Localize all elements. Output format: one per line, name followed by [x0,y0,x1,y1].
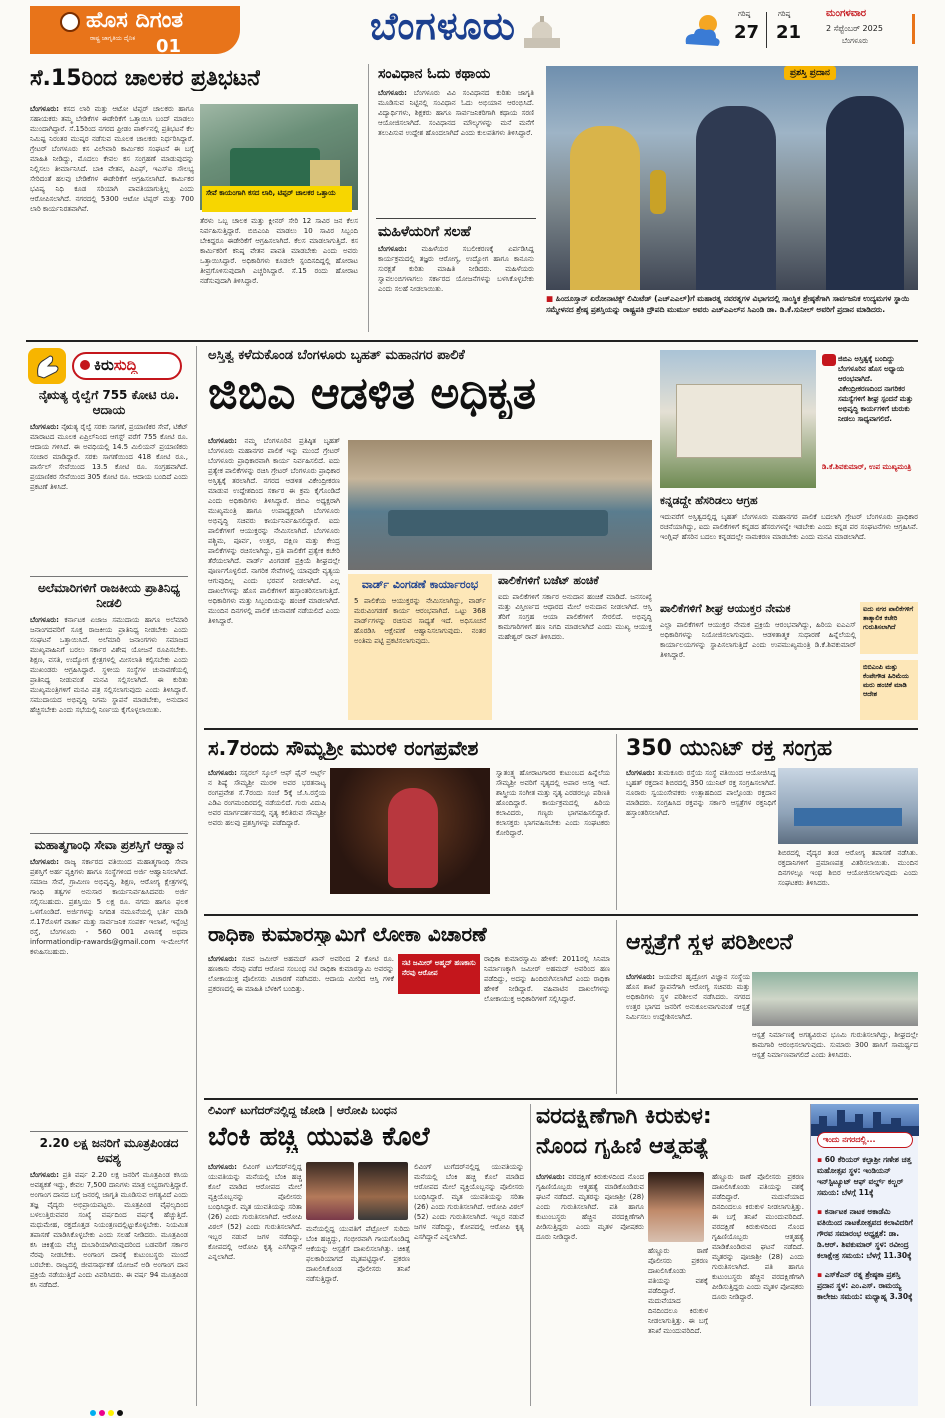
story2-body: ಬೆಂಗಳೂರು: ಬೆಂಗಳೂರು ವಿವಿ ಸಂವಿಧಾನದ ಕುರಿತು ಜಾಗೃತಿ ಮೂಡಿಸುವ ನಿಟ್ಟಿನಲ್ಲಿ ಸಂವಿಧಾನ ಓದು ಅಭಿಯಾನ ಆರಂಭಿಸಿದೆ. ವಿದ್ಯಾರ್ಥಿಗಳು, ಶಿಕ್ಷಕರು ಹಾಗೂ ಸಾರ್ವಜನಿಕರಿಗಾಗಿ ಕಥಾಯ ಸರಣಿ ಆಯೋಜಿಸಲಾಗಿದೆ. ಸಂವಿಧಾನದ ಮೌಲ್ಯಗಳನ್ನು ಮನೆ ಮನೆಗೆ ತಲುಪಿಸುವ ಉದ್ದೇಶ ಹೊಂದಲಾಗಿದೆ ಎಂದು ಕುಲಪತಿಗಳು ತಿಳಿಸಿದ್ದಾರೆ. [378,89,534,137]
page-number: 01 [156,36,182,57]
hospital-photo [752,972,918,1026]
radhika-box: ನಟಿ ಜಮೀರ್ ಅಹ್ಮದ್ ಹಣಕಾಸು ನೆರವು ಆರೋಪ [398,954,480,994]
blood-photo [778,768,918,844]
brief-body: ಬೆಂಗಳೂರು: ರಾಜ್ಯ ಸರ್ಕಾರದ ವತಿಯಿಂದ ಮಹಾತ್ಮಗಾಂಧಿ ಸೇವಾ ಪ್ರಶಸ್ತಿಗೆ ಅರ್ಹ ವ್ಯಕ್ತಿಗಳು ಹಾಗೂ ಸಂಸ್ಥೆಗಳಿಂದ ಅರ್ಜಿ ಆಹ್ವಾನಿಸಲಾಗಿದೆ. ಸಮಾಜ ಸೇವೆ, ಗ್ರಾಮೀಣ ಅಭಿವೃದ್ಧಿ, ಶಿಕ್ಷಣ, ಆರೋಗ್ಯ ಕ್ಷೇತ್ರಗಳಲ್ಲಿ ಗಾಂಧಿ ತತ್ವಗಳ ಅನುಸಾರ ಕಾರ್ಯನಿರ್ವಹಿಸಿದವರು ಅರ್ಜಿ ಸಲ್ಲಿಸಬಹುದು. ಪ್ರಶಸ್ತಿಯು 5 ಲಕ್ಷ ರೂ. ನಗದು ಹಾಗೂ ಫಲಕ ಒಳಗೊಂಡಿದೆ. ಅರ್ಜಿಗಳನ್ನು ನಿಗದಿತ ನಮೂನೆಯಲ್ಲಿ ಭರ್ತಿ ಮಾಡಿ ಸೆ.17ರೊಳಗೆ ವಾರ್ತಾ ಮತ್ತು ಸಾರ್ವಜನಿಕ ಸಂಪರ್ಕ ಇಲಾಖೆ, ಇನ್ಫೆಂಟ್ರಿ ರಸ್ತೆ, ಬೆಂಗಳೂರು - 560 001 ವಿಳಾಸಕ್ಕೆ ಅಥವಾ informationdip-rawards@gmail.com ಇ-ಮೇಲ್‌ಗೆ ಕಳುಹಿಸಬಹುದು. [30,858,188,956]
hospital-headline[interactable]: ಆಸ್ಪತ್ರೆಗೆ ಸ್ಥಳ ಪರಿಶೀಲನೆ [626,930,793,955]
brief-headline[interactable]: ಮಹಾತ್ಮಗಾಂಧಿ ಸೇವಾ ಪ್ರಶಸ್ತಿಗೆ ಆಹ್ವಾನ [34,838,184,852]
story3-headline[interactable]: ಮಹಿಳೆಯರಿಗೆ ಸಲಹೆ [378,224,471,240]
award-photo [546,66,918,290]
dowry-headline-line1[interactable]: ವರದಕ್ಷಿಣೆಗಾಗಿ ಕಿರುಕುಳ: [536,1104,712,1129]
min-temp: 21 [776,22,802,43]
brief-headline[interactable]: 2.20 ಲಕ್ಷ ಜನರಿಗೆ ಮೂತ್ರಪಿಂಡದ ಅವಶ್ಯ [39,1136,179,1165]
building-shape [676,384,802,458]
max-temp-label: ಗರಿಷ್ಠ [738,10,751,18]
kirusuddi-column [30,388,188,1392]
gba-kicker: ಅಸ್ತಿತ್ವ ಕಳೆದುಕೊಂಡ ಬೆಂಗಳೂರು ಬೃಹತ್ ಮಹಾನಗರ ಪಾಲಿಕೆ [208,348,465,363]
story1-body-col2: ತೆರಳು ಒಬ್ಬ ಚಾಲಕ ಮತ್ತು ಕ್ಲೀನರ್ ಸೇರಿ 12 ಸಾವಿರ ಜನ ಕೆಲಸ ನಿರ್ವಹಿಸುತ್ತಿದ್ದಾರೆ. ಬಿಬಿಎಂಪಿ ಮಾಡಲು 10 ಸಾವಿರ ಸಿಬ್ಬಂದಿ ಬೇಕಿದ್ದರೂ ಈಡೇರಿಕೆಗೆ ಆಗ್ರಹಿಸಲಾಗಿದೆ. ಕೆಲಸ ಮಾಡಲಾಗುತ್ತಿದೆ. ಕಸ ಕಾರ್ಮಿಕರಿಗೆ ಕನಿಷ್ಠ ವೇತನ ಪಾವತಿ ಮಾಡಬೇಕು ಎಂದು ಅವರು ಒತ್ತಾಯಿಸಿದ್ದಾರೆ. ಅಧಿಕಾರಿಗಳು ಕೂಡಲೇ ಸ್ಪಂದಿಸದಿದ್ದಲ್ಲಿ ಹೋರಾಟ ತೀವ್ರಗೊಳಿಸುವುದಾಗಿ ಎಚ್ಚರಿಸಿದ್ದಾರೆ. ಸೆ.15 ರಂದು ಹೋರಾಟ ನಡೆಸುವುದಾಗಿ ತಿಳಿಸಿದ್ದಾರೆ. [200,217,358,285]
temp-divider [766,12,767,48]
brief-body: ಬೆಂಗಳೂರು: ನೈಋತ್ಯ ರೈಲ್ವೆ ಸರಕು ಸಾಗಣೆ, ಪ್ರಯಾಣಿಕರ ಸೇವೆ, ಟಿಕೆಟ್ ಮಾರಾಟದ ಮೂಲಕ ಏಪ್ರಿಲ್‌ನಿಂದ ಆಗಸ್ಟ್ ವರೆಗೆ 755 ಕೋಟಿ ರೂ. ಆದಾಯ ಗಳಿಸಿದೆ. ಈ ಅವಧಿಯಲ್ಲಿ 14.5 ಮಿಲಿಯನ್ ಪ್ರಯಾಣಿಕರು ಸಂಚಾರ ಮಾಡಿದ್ದಾರೆ. ಸರಕು ಸಾಗಣೆಯಿಂದ 418 ಕೋಟಿ ರೂ., ಪಾರ್ಸೆಲ್ ಸೇವೆಯಿಂದ 13.5 ಕೋಟಿ ರೂ. ಸಂಗ್ರಹವಾಗಿದೆ. ಪ್ರಯಾಣಿಕರ ಸೇವೆಯಿಂದ 305 ಕೋಟಿ ರೂ. ಆದಾಯ ಬಂದಿದೆ ಎಂದು ಪ್ರಕಟಣೆ ತಿಳಿಸಿದೆ. [30,423,188,491]
issue-day: ಮಂಗಳವಾರ [826,8,867,19]
story1-dateline: ಬೆಂಗಳೂರು: [30,105,59,113]
radhika-body-col2: ರಾಧಿಕಾ ಕುಮಾರಸ್ವಾಮಿ ಹೇಳಿಕೆ: 2011ರಲ್ಲಿ ಸಿನಿಮಾ ನಿರ್ಮಾಣಕ್ಕಾಗಿ ಜಮೀರ್ ಅಹಮದ್ ಅವರಿಂದ ಹಣ ಪಡೆದಿದ್ದು, ಅದನ್ನು ಹಿಂದಿರುಗಿಸಲಾಗಿದೆ ಎಂದು ರಾಧಿಕಾ ಹೇಳಿಕೆ ನೀಡಿದ್ದಾರೆ. ವಹಿವಾಟಿನ ದಾಖಲೆಗಳನ್ನು ಲೋಕಾಯುಕ್ತ ಅಧಿಕಾರಿಗಳಿಗೆ ಸಲ್ಲಿಸಿದ್ದಾರೆ. [484,955,610,1003]
story3-body: ಬೆಂಗಳೂರು: ಮಹಿಳೆಯರ ಸಬಲೀಕರಣಕ್ಕೆ ಏರ್ಪಡಿಸಿದ್ದ ಕಾರ್ಯಕ್ರಮದಲ್ಲಿ ತಜ್ಞರು ಆರೋಗ್ಯ, ಉದ್ಯೋಗ ಹಾಗೂ ಕಾನೂನು ಸುರಕ್ಷತೆ ಕುರಿತು ಮಾಹಿತಿ ನೀಡಿದರು. ಮಹಿಳೆಯರು ಸ್ವಾವಲಂಬಿಗಳಾಗಲು ಸರ್ಕಾರದ ಯೋಜನೆಗಳನ್ನು ಬಳಸಿಕೊಳ್ಳಬೇಕು ಎಂದು ಸಲಹೆ ನೀಡಲಾಯಿತು. [378,245,534,293]
blood-bed-shape [794,808,902,826]
dowry-body-col2: ಹೆಣ್ಣೂರು ಠಾಣೆ ಪೊಲೀಸರು ಪ್ರಕರಣ ದಾಖಲಿಸಿಕೊಂಡು ಪತಿಯನ್ನು ವಶಕ್ಕೆ ಪಡೆದಿದ್ದಾರೆ. ಮದುವೆಯಾದ ದಿನದಿಂದಲೂ ಕಿರುಕುಳ ನೀಡಲಾಗುತ್ತಿತ್ತು. ಈ ಬಗ್ಗೆ ತನಿಖೆ ಮುಂದುವರಿದಿದೆ. [648,1247,708,1335]
events-title: ಇಂದು ನಗರದಲ್ಲಿ... [823,1135,876,1144]
murder-kicker: ಲಿವಿಂಗ್ ಟುಗೆದರ್‌ನಲ್ಲಿದ್ದ ಜೋಡಿ | ಆರೋಪಿ ಬಂಧನ [208,1104,398,1117]
award-tag: ಪ್ರಶಸ್ತಿ ಪ್ರದಾನ [784,66,836,80]
events-box [810,1104,918,1406]
kirusuddi-title: ಕಿರುಸುದ್ದಿ [94,356,138,374]
kirusuddi-banner [26,346,186,386]
gba-sub1-title[interactable]: ವಾರ್ಡ್ ವಿಂಗಡಣೆ ಕಾರ್ಯಾರಂಭ [361,578,479,591]
masthead-accent-bar [912,14,915,44]
event-item[interactable]: ▪ ಎಸ್‌ಕೆಎನ್ ರತ್ನ ಶ್ರೇಷ್ಠತಾ ಪ್ರಶಸ್ತಿ ಪ್ರದಾನ ಸ್ಥಳ: ಎಂ.ಎಸ್. ರಾಮಯ್ಯ ಕಾಲೇಜು ಸಮಯ: ಮಧ್ಯಾಹ್ನ 3.30ಕ್ಕೆ [817,1270,913,1301]
blood-body-col2: ಶಿಬಿರದಲ್ಲಿ ವೈದ್ಯರ ತಂಡ ಆರೋಗ್ಯ ತಪಾಸಣೆ ನಡೆಸಿತು. ರಕ್ತದಾನಿಗಳಿಗೆ ಪ್ರಮಾಣಪತ್ರ ವಿತರಿಸಲಾಯಿತು. ಮುಂದಿನ ದಿನಗಳಲ್ಲೂ ಇಂಥ ಶಿಬಿರ ಆಯೋಜಿಸಲಾಗುವುದು ಎಂದು ಸಂಘಟಕರು ತಿಳಿಸಿದರು. [778,849,918,887]
brief-item [30,1136,188,1392]
dancer-shape [388,788,438,888]
blood-headline[interactable]: 350 ಯುನಿಟ್ ರಕ್ತ ಸಂಗ್ರಹ [626,736,833,761]
gba-sub3-title[interactable]: ಕನ್ನಡದ್ದೇ ಹೆಸರಿಡಲು ಆಗ್ರಹ [660,494,758,507]
event-item[interactable]: ▪ ಕರ್ನಾಟಕ ನಾಟಕ ಅಕಾಡೆಮಿ ವತಿಯಿಂದ ನಾಟಕೋತ್ಸವದ ಕಲಾವಿದರಿಗೆ ಗೌರವ ಸಮಾರಂಭ ಅಧ್ಯಕ್ಷತೆ: ಡಾ. ಡಿ.ಆರ್. ಶಿವಕುಮಾರ್ ಸ್ಥಳ: ರವೀಂದ್ರ ಕಲಾಕ್ಷೇತ್ರ ಸಮಯ: ಬೆಳಗ್ಗೆ 11.30ಕ್ಕೆ [817,1207,913,1260]
story1-body: ಬೆಂಗಳೂರು: ಕಸದ ಲಾರಿ ಮತ್ತು ಆಟೋ ಟಿಪ್ಪರ್ ಚಾಲಕರು ಹಾಗೂ ಸಹಾಯಕರು ತಮ್ಮ ಬೇಡಿಕೆಗಳ ಈಡೇರಿಕೆಗೆ ಒತ್ತಾಯಿಸಿ ಬಂದ್ ಮಾಡಲು ಮುಂದಾಗಿದ್ದಾರೆ. ಸೆ.15ರಿಂದ ನಗರದ ಫ್ರೀಡಂ ಪಾರ್ಕ್‌ನಲ್ಲಿ ಪ್ರತಿಭಟನೆ ಕೆಲ ನಿಮಿಷ್ಟ ನಿರಂತರ ಮುಷ್ಕರ ನಡೆಸುವ ಮೂಲಕ ಚಾಲಕರು ನಿರ್ಧರಿಸಿದ್ದಾರೆ. ಗ್ರೇಟರ್ ಬೆಂಗಳೂರು ಕಸ ವಿಲೇವಾರಿ ಕಾರ್ಮಿಕರ ಸಂಘಟನೆ ಈ ಬಗ್ಗೆ ಮಾಹಿತಿ ನೀಡಿದ್ದು, ಮೊದಲು ಕೇವಲ ಕಸ ಸಂಗ್ರಹಣೆ ಮಾಡುವುದನ್ನು ನಿಲ್ಲಿಸಲು ತೀರ್ಮಾನಿಸಿದೆ. ಬಾಕಿ ವೇತನ, ಪಿಎಫ್, ಇಎಸ್‌ಐ ಸೌಲಭ್ಯ ಸೇರಿದಂತೆ ಹಲವು ಬೇಡಿಕೆಗಳ ಈಡೇರಿಕೆಗೆ ಆಗ್ರಹಿಸಲಾಗಿದೆ. ಕಾರ್ಮಿಕರ ಭವಿಷ್ಯ ನಿಧಿ ಕೂಡ ಸರಿಯಾಗಿ ಪಾವತಿಯಾಗುತ್ತಿಲ್ಲ ಎಂದು ಆರೋಪಿಸಲಾಗಿದೆ. ನಗರದಲ್ಲಿ 5300 ಆಟೋ ಟಿಪ್ಪರ್ ಮತ್ತು 700 ಲಾರಿ ಕಾರ್ಯನಿರತವಾಗಿವೆ. [30,105,194,213]
vidhana-soudha-icon [520,10,564,50]
gba-building-photo [660,350,816,488]
meeting-table [388,510,608,536]
gba-sub4-title[interactable]: ಪಾಲಿಕೆಗಳಿಗೆ ಶೀಘ್ರ ಆಯುಕ್ತರ ನೇಮಕ [660,602,791,615]
award-person-right [826,96,904,290]
brief-item [30,838,188,1127]
quote-icon [822,354,836,366]
gba-sub2-title[interactable]: ಪಾಲಿಕೆಗಳಿಗೆ ಬಜೆಟ್ ಹಂಚಿಕೆ [498,574,599,587]
gba-headline[interactable]: ಜಿಬಿಎ ಆಡಳಿತ ಅಧಿಕೃತ [208,368,537,419]
event-item[interactable]: ▪ 60 ಕೆರಿಯರ್ ಕಲ್ಪಾಶ್ರೀ ಗಣೇಶ ಚತ್ತ ಮಹೋತ್ಸವ ಸ್ಥಳ: ಇಂಡಿಯನ್ ಇನ್‌ಸ್ಟಿಟ್ಯೂಟ್ ಆಫ್ ವರ್ಲ್ಡ್ ಕಲ್ಚರ್ ಸಮಯ: ಬೆಳಗ್ಗೆ 11ಕ್ಕೆ [817,1155,912,1197]
brand-emblem-icon [60,12,80,32]
max-temp: 27 [734,22,760,43]
print-registration-marks [90,1410,130,1416]
story1-caption: ಸೇವೆ ಕಾಯಂಗಾಗಿ ಕಸದ ಲಾರಿ, ಟಿಪ್ಪರ್ ಚಾಲಕರ ಒತ್ತಾಯ [202,186,352,212]
pin-icon [80,360,90,370]
blood-body: ಬೆಂಗಳೂರು: ತುಮಕೂರು ರಸ್ತೆಯ ಸಂಸ್ಥೆ ವತಿಯಿಂದ ಆಯೋಜಿಸಿದ್ದ ಬೃಹತ್ ರಕ್ತದಾನ ಶಿಬಿರದಲ್ಲಿ 350 ಯುನಿಟ್ ರಕ್ತ ಸಂಗ್ರಹಿಸಲಾಗಿದೆ. ನೂರಾರು ಸ್ವಯಂಸೇವಕರು ಉತ್ಸಾಹದಿಂದ ಪಾಲ್ಗೊಂಡು ರಕ್ತದಾನ ಮಾಡಿದರು. ಸಂಗ್ರಹಿಸಿದ ರಕ್ತವನ್ನು ಸರ್ಕಾರಿ ಆಸ್ಪತ್ರೆಗಳ ರಕ್ತನಿಧಿಗೆ ಹಸ್ತಾಂತರಿಸಲಾಗಿದೆ. [626,769,776,817]
gba-sub2: ಪಾಲಿಕೆಗಳಿಗೆ ಬಜೆಟ್ ಹಂಚಿಕೆ ಐದು ಪಾಲಿಕೆಗಳಿಗೆ ಸರ್ಕಾರ ಅನುದಾನ ಹಂಚಿಕೆ ಮಾಡಿದೆ. ಜನಸಂಖ್ಯೆ ಮತ್ತು ವಿಸ್ತೀರ್ಣದ ಆಧಾರದ ಮೇಲೆ ಅನುದಾನ ನೀಡಲಾಗಿದೆ. ಆಸ್ತಿ ತೆರಿಗೆ ಸಂಗ್ರಹ ಆಯಾ ಪಾಲಿಕೆಗಳಿಗೆ ಸೇರಲಿದೆ. ಅಭಿವೃದ್ಧಿ ಕಾಮಗಾರಿಗಳಿಗೆ ಹಣ ನಿಗದಿ ಮಾಡಲಾಗಿದೆ ಎಂದು ಮುಖ್ಯ ಆಯುಕ್ತ ಮಹೇಶ್ವರ್ ರಾವ್ ತಿಳಿಸಿದರು. [498,574,652,641]
brief-item [30,581,188,829]
radhika-body: ಬೆಂಗಳೂರು: ಸಚಿವ ಜಮೀರ್ ಅಹಮದ್ ಖಾನ್ ಅವರಿಂದ 2 ಕೋಟಿ ರೂ. ಹಣಕಾಸು ನೆರವು ಪಡೆದ ಆರೋಪ ಸಂಬಂಧ ನಟಿ ರಾಧಿಕಾ ಕುಮಾರಸ್ವಾಮಿ ಅವರನ್ನು ಲೋಕಾಯುಕ್ತ ಪೊಲೀಸರು ವಿಚಾರಣೆ ನಡೆಸಿದರು. ಆದಾಯ ಮೀರಿದ ಆಸ್ತಿ ಗಳಿಕೆ ಪ್ರಕರಣದಲ್ಲಿ ಈ ಮಾಹಿತಿ ಬೆಳಕಿಗೆ ಬಂದಿತ್ತು. [208,955,394,993]
issue-date: 2 ಸೆಪ್ಟೆಂಬರ್ 2025 [826,24,883,33]
dowry-body: ಬೆಂಗಳೂರು: ವರದಕ್ಷಿಣೆ ಕಿರುಕುಳದಿಂದ ನೊಂದ ಗೃಹಿಣಿಯೊಬ್ಬರು ಆತ್ಮಹತ್ಯೆ ಮಾಡಿಕೊಂಡಿರುವ ಘಟನೆ ನಡೆದಿದೆ. ಮೃತರನ್ನು ಪೂಜಾಶ್ರೀ (28) ಎಂದು ಗುರುತಿಸಲಾಗಿದೆ. ಪತಿ ಹಾಗೂ ಕುಟುಂಬಸ್ಥರು ಹೆಚ್ಚಿನ ವರದಕ್ಷಿಣೆಗಾಗಿ ಪೀಡಿಸುತ್ತಿದ್ದರು ಎಂದು ಮೃತಳ ಪೋಷಕರು ದೂರು ನೀಡಿದ್ದಾರೆ. [536,1173,644,1241]
award-caption: ■ ಹಿಂದೂಸ್ತಾನ್ ಏರೋನಾಟಿಕ್ಸ್ ಲಿಮಿಟೆಡ್ (ಎಚ್‌ಎಎಲ್)ಗೆ ಮಹಾರತ್ನ ನವರತ್ನಗಳ ವಿಭಾಗದಲ್ಲಿ ಸಾಂಸ್ಥಿಕ ಶ್ರೇಷ್ಠತೆಗಾಗಿ ಸಾರ್ವಜನಿಕ ಉದ್ಯಮಗಳ ಸ್ಥಾಯಿ ಸಮ್ಮೇಳನದ ಶ್ರೇಷ್ಠ ಪ್ರಶಸ್ತಿಯನ್ನು ರಾಷ್ಟ್ರಪತಿ ದ್ರೌಪದಿ ಮುರ್ಮು ಅವರು ಎಚ್‌ಎಎಲ್‌ನ ಸಿಎಂಡಿ ಡಾ. ಡಿ.ಕೆ.ಸುನೀಲ್ ಅವರಿಗೆ ಪ್ರದಾನ ಮಾಡಿದರು. [546,294,910,314]
brand-name: ಹೊಸ ದಿಗಂತ [86,8,184,33]
issue-city: ಬೆಂಗಳೂರು [842,37,869,45]
award-person-left [570,126,640,290]
dowry-victim-photo [648,1172,704,1242]
brief-headline[interactable]: ನೈಋತ್ಯ ರೈಲ್ವೆಗೆ 755 ಕೋಟಿ ರೂ. ಆದಾಯ [38,388,180,417]
award-person-center [696,106,776,290]
gba-quote-box: ಜಿಬಿಎ ಅಸ್ತಿತ್ವಕ್ಕೆ ಬಂದಿದ್ದು ಬೆಂಗಳೂರಿನ ಹೊಸ ಅಧ್ಯಾಯ ಆರಂಭವಾಗಿದೆ. ವಿಕೇಂದ್ರೀಕರಣದಿಂದ ನಾಗರಿಕರ ಸಮಸ್ಯೆಗಳಿಗೆ ಶೀಘ್ರ ಸ್ಪಂದನೆ ಮತ್ತು ಅಭಿವೃದ್ಧಿ ಕಾರ್ಯಗಳಿಗೆ ಚುರುಕು ನೀಡಲು ಸಾಧ್ಯವಾಗಲಿದೆ. ಡಿ.ಕೆ.ಶಿವಕುಮಾರ್, ಉಪ ಮುಖ್ಯಮಂತ್ರಿ [822,355,913,471]
brief-headline[interactable]: ಅಲೆಮಾರಿಗಳಿಗೆ ರಾಜಕೀಯ ಪ್ರಾತಿನಿಧ್ಯ ನೀಡಲಿ [38,581,180,610]
murder-headline[interactable]: ಬೆಂಕಿ ಹಚ್ಚಿ ಯುವತಿ ಕೊಲೆ [208,1122,430,1152]
brand-tagline: ರಾಷ್ಟ್ರ ಜಾಗೃತಿಯ ದೈನಿಕ [90,35,136,42]
dance-body: ಬೆಂಗಳೂರು: ಸಸ್ಪರಲ್ ಸ್ಕೂಲ್ ಆಫ್ ಫೈನ್ ಆರ್ಟ್ಸ್ ನ ಶಿಷ್ಯೆ ಸೌಮ್ಯಶ್ರೀ ಮುರಳಿ ಅವರ ಭರತನಾಟ್ಯ ರಂಗಪ್ರವೇಶ ಸೆ.7ರಂದು ಸಂಜೆ 5ಕ್ಕೆ ಜೆ.ಸಿ.ರಸ್ತೆಯ ಎಡಿಎ ರಂಗಮಂದಿರದಲ್ಲಿ ನಡೆಯಲಿದೆ. ಗುರು ವಿದುಷಿ ಅವರ ಮಾರ್ಗದರ್ಶನದಲ್ಲಿ ನೃತ್ಯ ಕಲಿತಿರುವ ಸೌಮ್ಯಶ್ರೀ ಅವರು ಹಲವು ಪ್ರಶಸ್ತಿಗಳನ್ನು ಪಡೆದಿದ್ದಾರೆ. [208,769,326,827]
brief-body: ಬೆಂಗಳೂರು: ಕರ್ನಾಟಕ ಏಜಾಜ ಸಮುದಾಯ ಹಾಗೂ ಅಲೆಮಾರಿ ಜನಾಂಗದವರಿಗೆ ಸೂಕ್ತ ರಾಜಕೀಯ ಪ್ರಾತಿನಿಧ್ಯ ನೀಡಬೇಕು ಎಂದು ಸಂಘಟನೆ ಒತ್ತಾಯಿಸಿದೆ. ಅಲೆಮಾರಿ ಜನಾಂಗಗಳು ಸಮಾಜದ ಮುಖ್ಯವಾಹಿನಿಗೆ ಬರಲು ಸರ್ಕಾರ ವಿಶೇಷ ಯೋಜನೆ ರೂಪಿಸಬೇಕು. ಶಿಕ್ಷಣ, ವಸತಿ, ಉದ್ಯೋಗ ಕ್ಷೇತ್ರಗಳಲ್ಲಿ ಮೀಸಲಾತಿ ಕಲ್ಪಿಸಬೇಕು ಎಂದು ಮುಖಂಡರು ಆಗ್ರಹಿಸಿದ್ದಾರೆ. ಸ್ಥಳೀಯ ಸಂಸ್ಥೆಗಳ ಚುನಾವಣೆಯಲ್ಲಿ ಪ್ರಾತಿನಿಧ್ಯ ನೀಡುವಂತೆ ಮನವಿ ಸಲ್ಲಿಸಲಾಗಿದೆ. ಈ ಕುರಿತು ಮುಖ್ಯಮಂತ್ರಿಗಳಿಗೆ ಮನವಿ ಪತ್ರ ಸಲ್ಲಿಸಲಾಗುವುದು ಎಂದು ತಿಳಿಸಿದ್ದಾರೆ. ಸಮುದಾಯದ ಅಭಿವೃದ್ಧಿ ನಿಗಮ ಸ್ಥಾಪನೆ ಮಾಡಬೇಕು, ಅನುದಾನ ಹೆಚ್ಚಿಸಬೇಕು ಎಂದು ಸಭೆಯಲ್ಲಿ ನಿರ್ಣಯ ಕೈಗೊಳ್ಳಲಾಯಿತು. [30,616,188,714]
murder-body-col2: ಮನೆಯಲ್ಲಿದ್ದ ಯುವತಿಗೆ ಪೆಟ್ರೋಲ್ ಸುರಿದು ಬೆಂಕಿ ಹಚ್ಚಿದ್ದು, ಗಂಭೀರವಾಗಿ ಗಾಯಗೊಂಡಿದ್ದ ಆಕೆಯನ್ನು ಆಸ್ಪತ್ರೆಗೆ ದಾಖಲಿಸಲಾಗಿತ್ತು. ಚಿಕಿತ್ಸೆ ಫಲಕಾರಿಯಾಗದೆ ಮೃತಪಟ್ಟಿದ್ದಾಳೆ. ಪ್ರಕರಣ ದಾಖಲಿಸಿಕೊಂಡ ಪೊಲೀಸರು ತನಿಖೆ ನಡೆಸುತ್ತಿದ್ದಾರೆ. [306,1225,410,1283]
dowry-body-col3: ಹೆಣ್ಣೂರು ಠಾಣೆ ಪೊಲೀಸರು ಪ್ರಕರಣ ದಾಖಲಿಸಿಕೊಂಡು ಪತಿಯನ್ನು ವಶಕ್ಕೆ ಪಡೆದಿದ್ದಾರೆ. ಮದುವೆಯಾದ ದಿನದಿಂದಲೂ ಕಿರುಕುಳ ನೀಡಲಾಗುತ್ತಿತ್ತು. ಈ ಬಗ್ಗೆ ತನಿಖೆ ಮುಂದುವರಿದಿದೆ. ವರದಕ್ಷಿಣೆ ಕಿರುಕುಳದಿಂದ ನೊಂದ ಗೃಹಿಣಿಯೊಬ್ಬರು ಆತ್ಮಹತ್ಯೆ ಮಾಡಿಕೊಂಡಿರುವ ಘಟನೆ ನಡೆದಿದೆ. ಮೃತರನ್ನು ಪೂಜಾಶ್ರೀ (28) ಎಂದು ಗುರುತಿಸಲಾಗಿದೆ. ಪತಿ ಹಾಗೂ ಕುಟುಂಬಸ್ಥರು ಹೆಚ್ಚಿನ ವರದಕ್ಷಿಣೆಗಾಗಿ ಪೀಡಿಸುತ್ತಿದ್ದರು ಎಂದು ಮೃತಳ ಪೋಷಕರು ದೂರು ನೀಡಿದ್ದಾರೆ. [712,1173,804,1301]
story2-headline[interactable]: ಸಂವಿಧಾನ ಓದು ಕಥಾಯ [378,66,491,82]
finger-snap-icon [28,348,66,384]
dance-photo [330,768,490,894]
hospital-body: ಬೆಂಗಳೂರು: ಜಯದೇವ ಹೃದ್ರೋಗ ವಿಜ್ಞಾನ ಸಂಸ್ಥೆಯ ಹೊಸ ಶಾಖೆ ಸ್ಥಾಪನೆಗಾಗಿ ಆರೋಗ್ಯ ಸಚಿವರು ಮತ್ತು ಅಧಿಕಾರಿಗಳು ಸ್ಥಳ ಪರಿಶೀಲನೆ ನಡೆಸಿದರು. ನಗರದ ಉತ್ತರ ಭಾಗದ ಜನರಿಗೆ ಅನುಕೂಲವಾಗುವಂತೆ ಆಸ್ಪತ್ರೆ ನಿರ್ಮಿಸಲು ಉದ್ದೇಶಿಸಲಾಗಿದೆ. [626,973,750,1021]
murder-victim-photo [306,1162,354,1220]
masthead [0,0,945,60]
brief-body: ಬೆಂಗಳೂರು: ಪ್ರತಿ ವರ್ಷ 2.20 ಲಕ್ಷ ಜನರಿಗೆ ಮೂತ್ರಪಿಂಡ ಕಸಿಯ ಅವಶ್ಯಕತೆ ಇದ್ದು, ಕೇವಲ 7,500 ದಾನಿಗಳು ಮಾತ್ರ ಲಭ್ಯರಾಗುತ್ತಿದ್ದಾರೆ. ಅಂಗಾಂಗ ದಾನದ ಬಗ್ಗೆ ಜನರಲ್ಲಿ ಜಾಗೃತಿ ಮೂಡಿಸುವ ಅಗತ್ಯವಿದೆ ಎಂದು ತಜ್ಞ ವೈದ್ಯರು ಅಭಿಪ್ರಾಯಪಟ್ಟರು. ಮೂತ್ರಪಿಂಡ ವೈಫಲ್ಯದಿಂದ ಬಳಲುತ್ತಿರುವವರ ಸಂಖ್ಯೆ ವರ್ಷದಿಂದ ವರ್ಷಕ್ಕೆ ಹೆಚ್ಚುತ್ತಿದೆ. ಮಧುಮೇಹ, ರಕ್ತದೊತ್ತಡ ನಿಯಂತ್ರಣದಲ್ಲಿಟ್ಟುಕೊಳ್ಳಬೇಕು. ನಿಯಮಿತ ತಪಾಸಣೆ ಮಾಡಿಸಿಕೊಳ್ಳಬೇಕು ಎಂದು ಸಲಹೆ ನೀಡಿದರು. ಮೂತ್ರಪಿಂಡ ಕಸಿ ಚಿಕಿತ್ಸೆಯ ವೆಚ್ಚ ದುಬಾರಿಯಾಗಿರುವುದರಿಂದ ಬಡವರಿಗೆ ಸರ್ಕಾರ ನೆರವು ನೀಡಬೇಕು. ಅಂಗಾಂಗ ದಾನಕ್ಕೆ ಕುಟುಂಬಸ್ಥರು ಮುಂದೆ ಬರಬೇಕು. ರಾಜ್ಯದಲ್ಲಿ ಜೀವಸಾರ್ಥಕತೆ ಯೋಜನೆ ಅಡಿ ಅಂಗಾಂಗ ದಾನ ಪ್ರಕ್ರಿಯೆ ನಡೆಯುತ್ತಿದೆ ಎಂದು ವಿವರಿಸಿದರು. ಈ ವರ್ಷ 94 ಮೂತ್ರಪಿಂಡ ಕಸಿ ನಡೆದಿದೆ. [30,1171,188,1289]
trophy-icon [650,170,666,214]
murder-body: ಬೆಂಗಳೂರು: ಲಿವಿಂಗ್ ಟುಗೆದರ್‌ನಲ್ಲಿದ್ದ ಯುವತಿಯನ್ನು ಮನೆಯಲ್ಲಿ ಬೆಂಕಿ ಹಚ್ಚಿ ಕೊಲೆ ಮಾಡಿದ ಆರೋಪದ ಮೇಲೆ ವ್ಯಕ್ತಿಯೊಬ್ಬನನ್ನು ಪೊಲೀಸರು ಬಂಧಿಸಿದ್ದಾರೆ. ಮೃತ ಯುವತಿಯನ್ನು ಸರಿತಾ (26) ಎಂದು ಗುರುತಿಸಲಾಗಿದೆ. ಆರೋಪಿ ವಿಠಲ್ (52) ಎಂದು ಗುರುತಿಸಲಾಗಿದೆ. ಇಬ್ಬರ ನಡುವೆ ಜಗಳ ನಡೆದಿದ್ದು, ಕೋಪದಲ್ಲಿ ಆರೋಪಿ ಕೃತ್ಯ ಎಸಗಿದ್ದಾನೆ ಎನ್ನಲಾಗಿದೆ. [208,1163,302,1261]
hospital-body-col2: ಆಸ್ಪತ್ರೆ ನಿರ್ಮಾಣಕ್ಕೆ ಅಗತ್ಯವಿರುವ ಭೂಮಿ ಗುರುತಿಸಲಾಗಿದ್ದು, ಶೀಘ್ರದಲ್ಲೇ ಕಾಮಗಾರಿ ಆರಂಭಿಸಲಾಗುವುದು. ಸುಮಾರು 300 ಹಾಸಿಗೆ ಸಾಮರ್ಥ್ಯದ ಆಸ್ಪತ್ರೆ ನಿರ್ಮಾಣವಾಗಲಿದೆ ಎಂದು ತಿಳಿಸಿದರು. [752,1031,918,1059]
gba-body: ಬೆಂಗಳೂರು: ನಮ್ಮ ಬೆಂಗಳೂರಿನ ಪ್ರತಿಷ್ಠಿತ ಬೃಹತ್ ಬೆಂಗಳೂರು ಮಹಾನಗರ ಪಾಲಿಕೆ ಇನ್ನು ಮುಂದೆ ಗ್ರೇಟರ್ ಬೆಂಗಳೂರು ಪ್ರಾಧಿಕಾರವಾಗಿ ಕಾರ್ಯ ನಿರ್ವಹಿಸಲಿದೆ. ಐದು ಪ್ರತ್ಯೇಕ ಪಾಲಿಕೆಗಳನ್ನು ರಚಿಸಿ ಗ್ರೇಟರ್ ಬೆಂಗಳೂರು ಪ್ರಾಧಿಕಾರ ಅಸ್ತಿತ್ವಕ್ಕೆ ತರಲಾಗಿದೆ. ನಗರದ ಆಡಳಿತ ವಿಕೇಂದ್ರೀಕರಣ ಮಾಡುವ ಉದ್ದೇಶದಿಂದ ಸರ್ಕಾರ ಈ ಕ್ರಮ ಕೈಗೊಂಡಿದೆ ಎಂದು ಅಧಿಕಾರಿಗಳು ತಿಳಿಸಿದ್ದಾರೆ. ಜಿಬಿಎ ಅಧ್ಯಕ್ಷರಾಗಿ ಮುಖ್ಯಮಂತ್ರಿ ಹಾಗೂ ಉಪಾಧ್ಯಕ್ಷರಾಗಿ ಬೆಂಗಳೂರು ಅಭಿವೃದ್ಧಿ ಸಚಿವರು ಕಾರ್ಯನಿರ್ವಹಿಸಲಿದ್ದಾರೆ. ಐದು ಪಾಲಿಕೆಗಳಿಗೆ ಆಯುಕ್ತರನ್ನು ನೇಮಿಸಲಾಗಿದೆ. ಬೆಂಗಳೂರು ಪಶ್ಚಿಮ, ಪೂರ್ವ, ಉತ್ತರ, ದಕ್ಷಿಣ ಮತ್ತು ಕೇಂದ್ರ ಪಾಲಿಕೆಗಳನ್ನು ರಚಿಸಲಾಗಿದ್ದು, ಪ್ರತಿ ಪಾಲಿಕೆಗೆ ಪ್ರತ್ಯೇಕ ಕಚೇರಿ ತೆರೆಯಲಾಗಿದೆ. ವಾರ್ಡ್ ವಿಂಗಡಣೆ ಪ್ರಕ್ರಿಯೆ ಶೀಘ್ರದಲ್ಲೇ ಪೂರ್ಣಗೊಳ್ಳಲಿದೆ. ನಾಗರಿಕ ಸೇವೆಗಳಲ್ಲಿ ಯಾವುದೇ ವ್ಯತ್ಯಯ ಆಗುವುದಿಲ್ಲ ಎಂದು ಭರವಸೆ ನೀಡಲಾಗಿದೆ. ಎಲ್ಲ ದಾಖಲೆಗಳನ್ನು ಹೊಸ ಪಾಲಿಕೆಗಳಿಗೆ ಹಸ್ತಾಂತರಿಸಲಾಗುತ್ತಿದೆ. ಅಧಿಕಾರಿಗಳು ಮತ್ತು ಸಿಬ್ಬಂದಿಯನ್ನು ಹಂಚಿಕೆ ಮಾಡಲಾಗಿದೆ. ಮುಂದಿನ ದಿನಗಳಲ್ಲಿ ಪಾಲಿಕೆ ಚುನಾವಣೆ ನಡೆಯಲಿದೆ ಎಂದು ತಿಳಿಸಿದ್ದಾರೆ. [208,437,340,625]
gba-box2: ಬಿಬಿಎಂಪಿ ಮತ್ತು ಕೆಂಪೇಗೌಡ ಹಿರಿಮೆಯ ಮರು ಹಂಚಿಕೆ ಮಾಡಿ ಆದೇಶ [860,660,918,720]
gba-box1: ಐದು ನಗರ ಪಾಲಿಕೆಗಳಿಗೆ ತಾತ್ಕಾಲಿಕ ಕಚೇರಿ ಗುರುತಿಸಲಾಗಿದೆ [860,602,918,654]
dance-body-col2: ಸ್ವಾತಂತ್ರ್ಯ ಹೋರಾಟಗಾರರ ಕುಟುಂಬದ ಹಿನ್ನೆಲೆಯ ಸೌಮ್ಯಶ್ರೀ ಅವರಿಗೆ ನೃತ್ಯದಲ್ಲಿ ಅಪಾರ ಆಸಕ್ತಿ ಇದೆ. ಶಾಸ್ತ್ರೀಯ ಸಂಗೀತ ಮತ್ತು ನೃತ್ಯ ಎರಡರಲ್ಲೂ ಪರಿಣತಿ ಹೊಂದಿದ್ದಾರೆ. ಕಾರ್ಯಕ್ರಮದಲ್ಲಿ ಹಿರಿಯ ಕಲಾವಿದರು, ಗಣ್ಯರು ಭಾಗವಹಿಸಲಿದ್ದಾರೆ. ಕಲಾಸಕ್ತರು ಭಾಗವಹಿಸಬೇಕು ಎಂದು ಸಂಘಟಕರು ಕೋರಿದ್ದಾರೆ. [496,769,610,837]
murder-accused-photo [358,1162,408,1220]
weather-icon [680,10,726,50]
dowry-headline-line2[interactable]: ನೊಂದ ಗೃಹಿಣಿ ಆತ್ಮಹತ್ಯೆ [536,1134,709,1159]
section-title: ಬೆಂಗಳೂರು [370,4,516,48]
radhika-headline[interactable]: ರಾಧಿಕಾ ಕುಮಾರಸ್ವಾಮಿಗೆ ಲೋಕಾ ವಿಚಾರಣೆ [208,922,487,946]
gba-sub3: ಕನ್ನಡದ್ದೇ ಹೆಸರಿಡಲು ಆಗ್ರಹ ಇದುವರೆಗೆ ಅಸ್ತಿತ್ವದಲ್ಲಿದ್ದ ಬೃಹತ್ ಬೆಂಗಳೂರು ಮಹಾನಗರ ಪಾಲಿಕೆ ಬದಲಾಗಿ ಗ್ರೇಟರ್ ಬೆಂಗಳೂರು ಪ್ರಾಧಿಕಾರ ರಚನೆಯಾಗಿದ್ದು, ಐದು ಪಾಲಿಕೆಗಳಿಗೆ ಕನ್ನಡದ ಹೆಸರುಗಳನ್ನೇ ಇಡಬೇಕು ಎಂದು ಕನ್ನಡ ಪರ ಸಂಘಟನೆಗಳು ಆಗ್ರಹಿಸಿವೆ. ಇಂಗ್ಲಿಷ್ ಹೆಸರಿನ ಬದಲು ಕನ್ನಡದಲ್ಲೇ ನಾಮಕರಣ ಮಾಡಬೇಕು ಎಂದು ಮನವಿ ಮಾಡಲಾಗಿದೆ. [660,494,918,541]
story1-headline[interactable]: ಸೆ.15ರಿಂದ ಚಾಲಕರ ಪ್ರತಿಭಟನೆ [30,66,261,91]
events-list [817,1154,915,1302]
dance-headline[interactable]: ಸ.7ರಂದು ಸೌಮ್ಯಶ್ರೀ ಮುರಳಿ ರಂಗಪ್ರವೇಶ [208,736,479,760]
gba-sub1: ವಾರ್ಡ್ ವಿಂಗಡಣೆ ಕಾರ್ಯಾರಂಭ 5 ಪಾಲಿಕೆಯ ಆಯುಕ್ತರನ್ನು ನೇಮಿಸಲಾಗಿದ್ದು, ವಾರ್ಡ್ ಮರುವಿಂಗಡಣೆ ಕಾರ್ಯ ಆರಂಭವಾಗಿದೆ. ಒಟ್ಟು 368 ವಾರ್ಡ್‌ಗಳನ್ನು ರಚಿಸುವ ಸಾಧ್ಯತೆ ಇದೆ. ಅಧಿಸೂಚನೆ ಹೊರಡಿಸಿ ಆಕ್ಷೇಪಣೆ ಆಹ್ವಾನಿಸಲಾಗುವುದು. ನಂತರ ಅಂತಿಮ ಪಟ್ಟಿ ಪ್ರಕಟಿಸಲಾಗುವುದು. [348,574,492,720]
min-temp-label: ಗರಿಷ್ಠ [778,10,791,18]
gba-meeting-photo [348,440,652,570]
brief-item [30,388,188,572]
murder-body-col3: ಲಿವಿಂಗ್ ಟುಗೆದರ್‌ನಲ್ಲಿದ್ದ ಯುವತಿಯನ್ನು ಮನೆಯಲ್ಲಿ ಬೆಂಕಿ ಹಚ್ಚಿ ಕೊಲೆ ಮಾಡಿದ ಆರೋಪದ ಮೇಲೆ ವ್ಯಕ್ತಿಯೊಬ್ಬನನ್ನು ಪೊಲೀಸರು ಬಂಧಿಸಿದ್ದಾರೆ. ಮೃತ ಯುವತಿಯನ್ನು ಸರಿತಾ (26) ಎಂದು ಗುರುತಿಸಲಾಗಿದೆ. ಆರೋಪಿ ವಿಠಲ್ (52) ಎಂದು ಗುರುತಿಸಲಾಗಿದೆ. ಇಬ್ಬರ ನಡುವೆ ಜಗಳ ನಡೆದಿದ್ದು, ಕೋಪದಲ್ಲಿ ಆರೋಪಿ ಕೃತ್ಯ ಎಸಗಿದ್ದಾನೆ ಎನ್ನಲಾಗಿದೆ. [414,1163,524,1241]
gba-sub4: ಪಾಲಿಕೆಗಳಿಗೆ ಶೀಘ್ರ ಆಯುಕ್ತರ ನೇಮಕ ಎಲ್ಲಾ ಪಾಲಿಕೆಗಳಿಗೆ ಆಯುಕ್ತರ ನೇಮಕ ಪ್ರಕ್ರಿಯೆ ಆರಂಭವಾಗಿದ್ದು, ಹಿರಿಯ ಐಎಎಸ್ ಅಧಿಕಾರಿಗಳನ್ನು ನಿಯೋಜಿಸಲಾಗುವುದು. ಆಡಳಿತಾತ್ಮಕ ಸುಧಾರಣೆ ಹಿನ್ನೆಲೆಯಲ್ಲಿ ಕಾರ್ಯಾಲಯಗಳನ್ನು ಸ್ಥಾಪಿಸಲಾಗುತ್ತಿದೆ ಎಂದು ಉಪಮುಖ್ಯಮಂತ್ರಿ ಡಿ.ಕೆ.ಶಿವಕುಮಾರ್ ತಿಳಿಸಿದ್ದಾರೆ. [660,602,856,659]
section-banner [370,4,670,56]
